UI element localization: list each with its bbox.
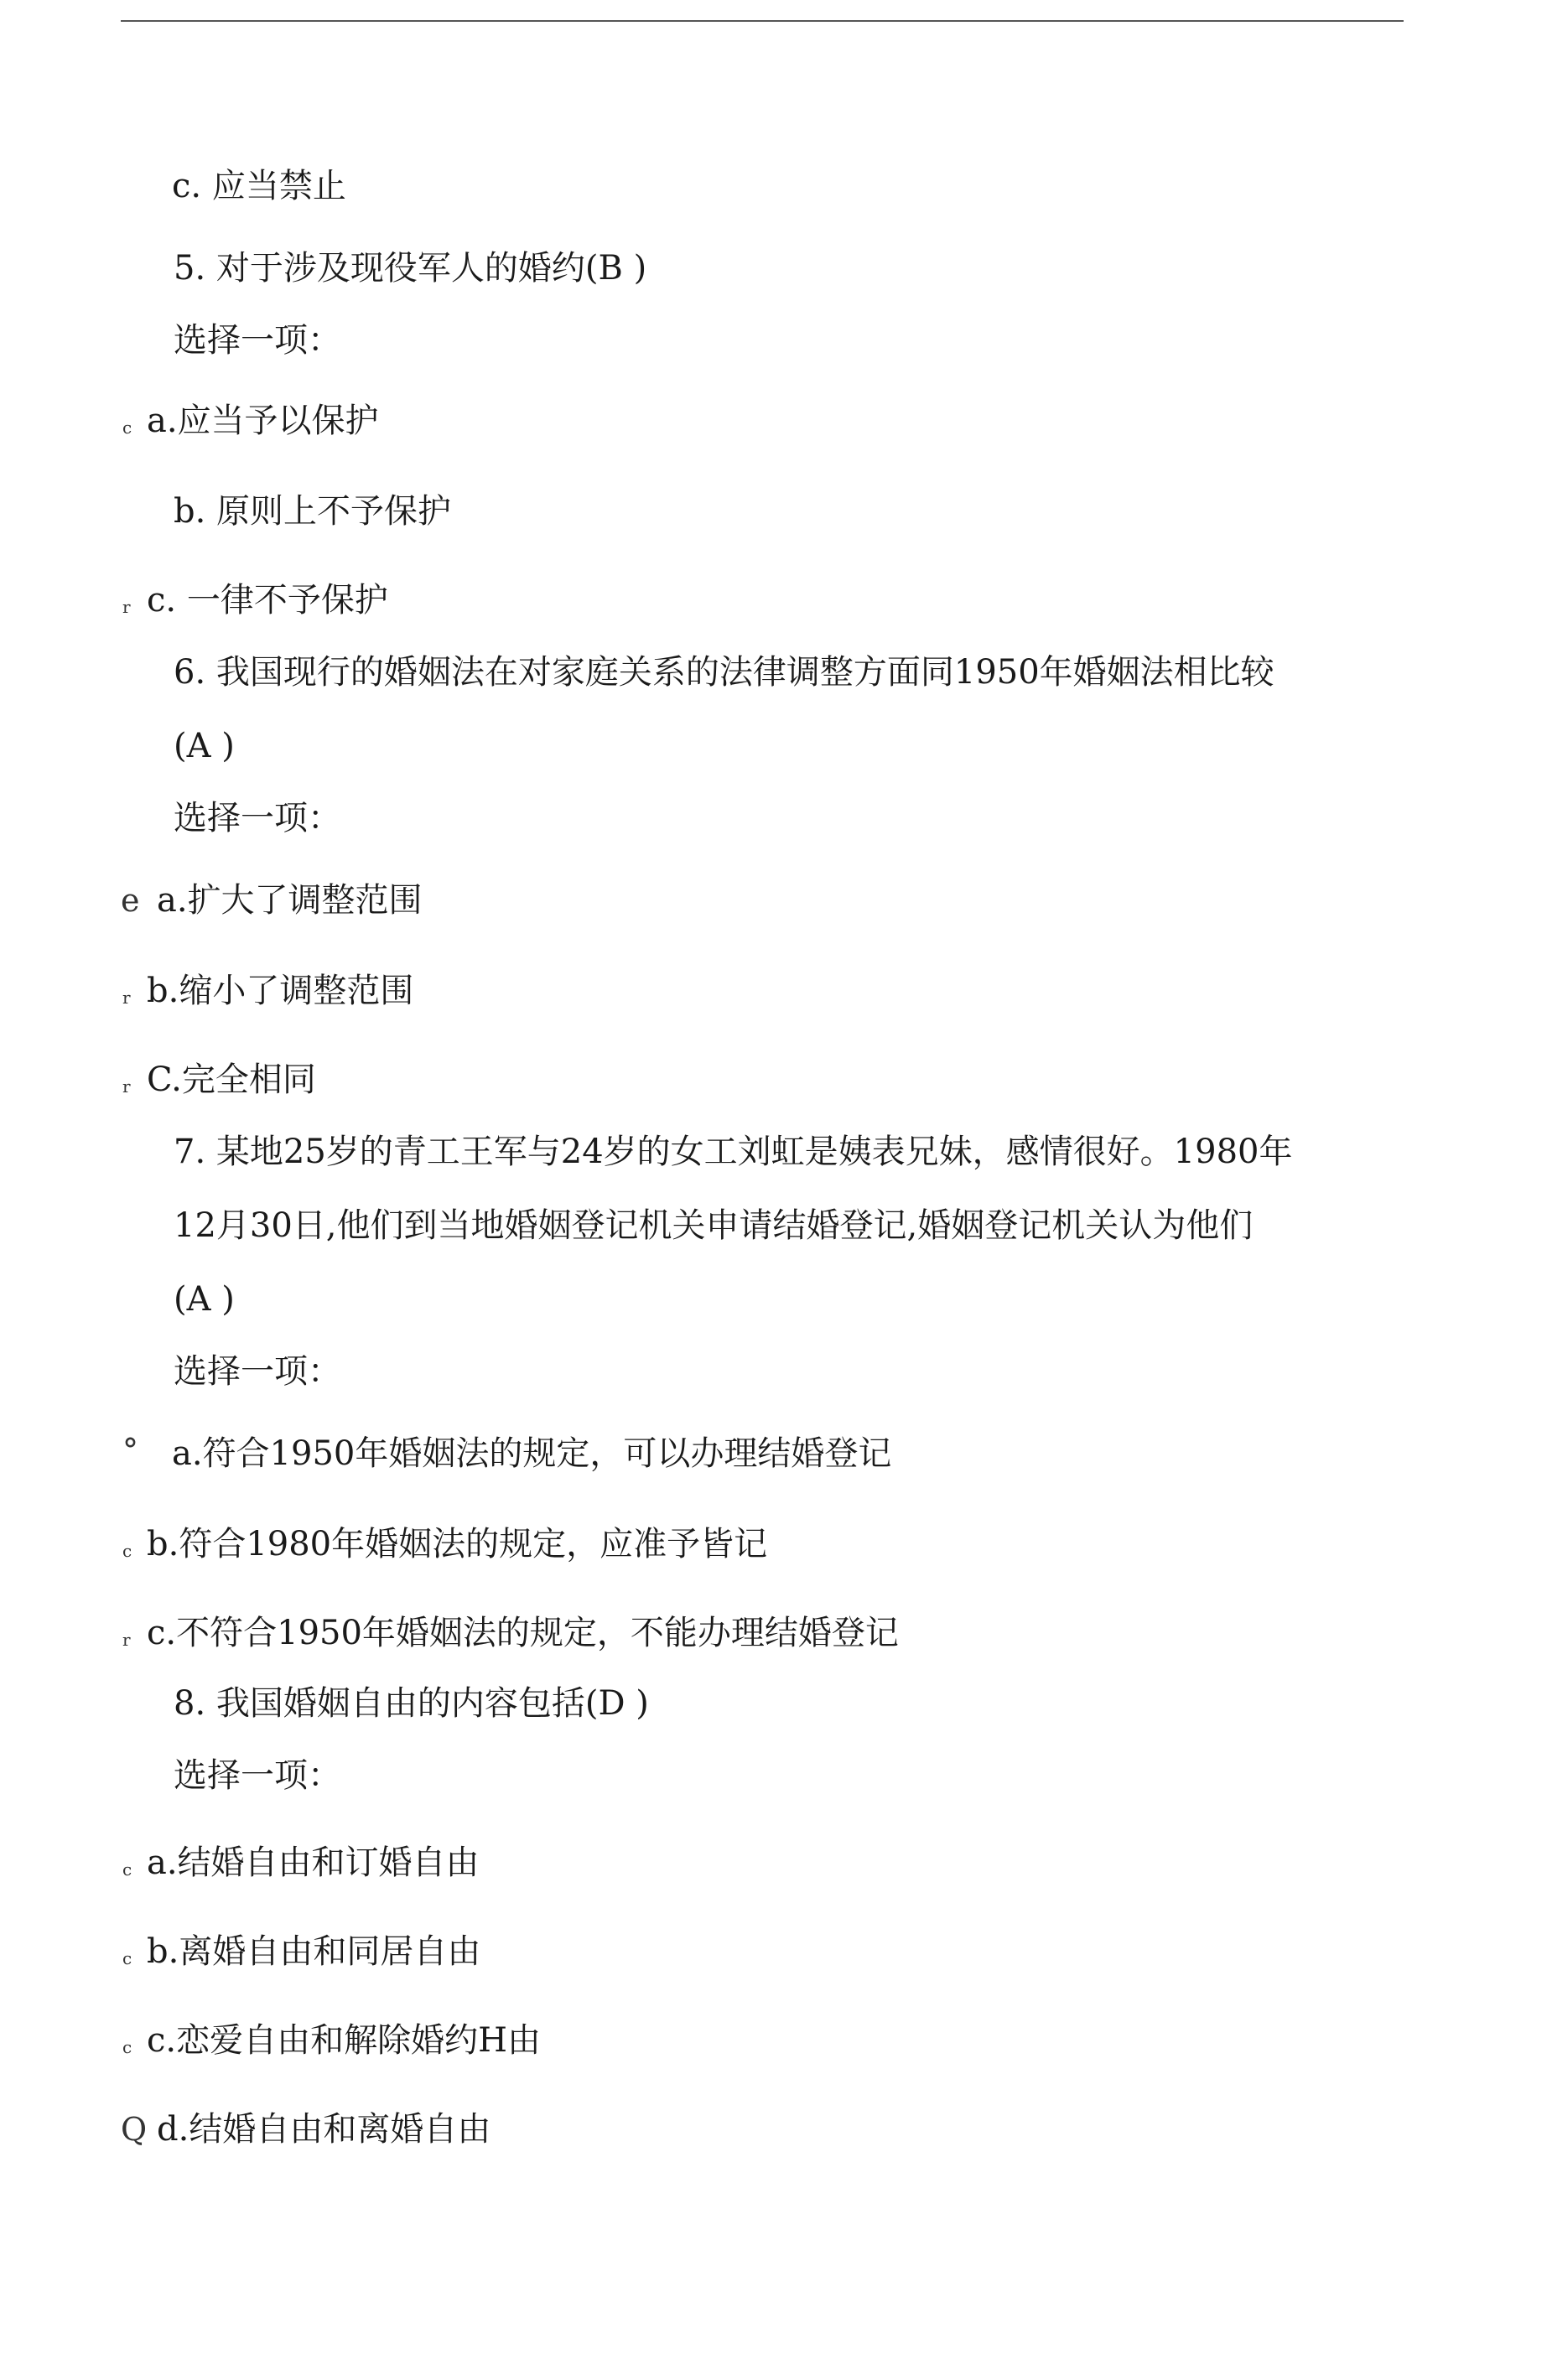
- radio-q6-b[interactable]: r: [122, 988, 131, 1008]
- radio-q7-a[interactable]: °: [122, 1432, 138, 1469]
- radio-q8-c[interactable]: c: [122, 2037, 132, 2057]
- option-q7-b: b.符合1980年婚姻法的规定，应准予皆记: [147, 1525, 768, 1563]
- option-q5-c: c. 一律不予保护: [147, 581, 388, 620]
- select-one-label: 选择一项：: [174, 1352, 341, 1391]
- option-q8-d: d.结婚自由和离婚自由: [157, 2110, 491, 2149]
- select-one-label: 选择一项：: [174, 321, 341, 360]
- option-q5-a: a.应当予以保护: [147, 402, 379, 440]
- option-q6-c: C.完全相同: [147, 1060, 316, 1099]
- option-q5-b: b. 原则上不予保护: [174, 492, 452, 531]
- option-q7-c: c.不符合1950年婚姻法的规定，不能办理结婚登记: [147, 1614, 899, 1652]
- radio-q8-b[interactable]: c: [122, 1948, 132, 1968]
- radio-q8-d[interactable]: Q: [121, 2111, 148, 2148]
- question-7-line3: (A ): [174, 1280, 235, 1319]
- select-one-label: 选择一项：: [174, 1756, 341, 1795]
- radio-q6-a[interactable]: e: [121, 882, 140, 919]
- question-8: 8. 我国婚姻自由的内容包括(D ): [174, 1684, 649, 1723]
- question-5: 5. 对于涉及现役军人的婚约(B ): [174, 249, 647, 288]
- radio-q5-a[interactable]: c: [122, 417, 132, 438]
- option-q8-a: a.结婚自由和订婚自由: [147, 1843, 480, 1882]
- option-q6-b: b.缩小了调整范围: [147, 972, 414, 1010]
- radio-q5-c[interactable]: r: [122, 597, 131, 617]
- question-6-line2: (A ): [174, 727, 235, 765]
- header-rule: [121, 20, 1404, 22]
- question-7-line1: 7. 某地25岁的青工王军与24岁的女工刘虹是姨表兄妹，感情很好。1980年: [174, 1133, 1293, 1171]
- option-q6-a: a.扩大了调整范围: [157, 881, 423, 920]
- radio-q8-a[interactable]: c: [122, 1859, 132, 1880]
- radio-q7-c[interactable]: r: [122, 1630, 131, 1650]
- option-q8-b: b.离婚自由和同居自由: [147, 1932, 481, 1971]
- option-q7-a: a.符合1950年婚姻法的规定，可以办理结婚登记: [172, 1434, 892, 1473]
- select-one-label: 选择一项：: [174, 799, 341, 837]
- radio-q7-b[interactable]: c: [122, 1541, 132, 1561]
- option-c-prohibit: c. 应当禁止: [172, 167, 346, 205]
- question-6-line1: 6. 我国现行的婚姻法在对家庭关系的法律调整方面同1950年婚姻法相比较: [174, 653, 1274, 692]
- question-7-line2: 12月30日,他们到当地婚姻登记机关申请结婚登记,婚姻登记机关认为他们: [174, 1206, 1254, 1245]
- option-q8-c: c.恋爱自由和解除婚约H由: [147, 2021, 541, 2060]
- radio-q6-c[interactable]: r: [122, 1076, 131, 1097]
